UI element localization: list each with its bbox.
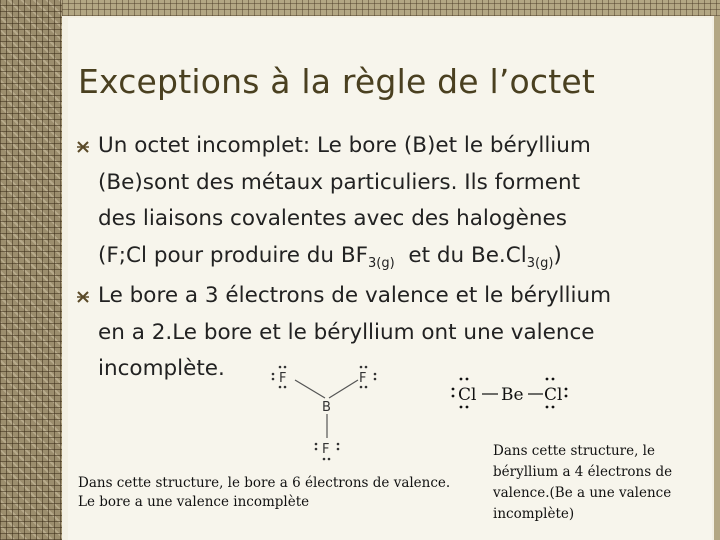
bullet-2-line-2: en a 2.Le bore et le béryllium ont une valence	[98, 319, 595, 345]
bf3-lewis-structure	[262, 360, 392, 470]
bullet-2-line-3: incomplète.	[98, 356, 225, 381]
formula-text-c: )	[553, 242, 562, 268]
becl2-caption-line-1: Dans cette structure, le	[493, 443, 655, 459]
fluorine-atom-left: F	[279, 371, 287, 386]
bond-b-f-left	[295, 380, 325, 398]
formula-subscript-2: 3(g)	[526, 255, 554, 271]
left-decorative-band	[0, 0, 62, 540]
slide-title: Exceptions à la règle de l’octet	[78, 62, 596, 101]
right-decorative-band	[714, 16, 720, 540]
chlorine-atom-left: Cl	[458, 385, 477, 405]
fluorine-atom-right: F	[359, 371, 367, 386]
fluorine-atom-bottom: F	[322, 442, 330, 457]
bf3-caption-line-1: Dans cette structure, le bore a 6 électrons de valence.	[78, 475, 451, 491]
bullet-1-line-1: Un octet incomplet: Le bore (B)et le béryllium	[98, 133, 591, 158]
formula-text-a: (F;Cl pour produire du BF	[98, 242, 368, 268]
bf3-caption	[78, 474, 450, 512]
bf3-caption-line-2: Le bore a une valence incomplète	[78, 494, 310, 510]
bullet-1-text	[98, 128, 591, 282]
bullet-2-line-1: Le bore a 3 électrons de valence et le béryllium	[98, 283, 612, 308]
formula-text-b: et du Be.Cl	[394, 242, 527, 268]
top-decorative-band	[62, 0, 720, 16]
becl2-lewis-structure	[440, 374, 580, 414]
chlorine-atom-right: Cl	[544, 385, 563, 405]
becl2-caption	[493, 441, 672, 525]
bullet-cross-icon	[76, 290, 90, 304]
bullet-1-line-3: des liaisons covalentes avec des halogènes	[98, 206, 567, 231]
becl2-caption-line-4: incomplète)	[493, 506, 575, 522]
bullet-1-line-4	[98, 238, 591, 283]
formula-subscript-1: 3(g)	[368, 255, 395, 271]
boron-atom: B	[322, 400, 331, 415]
becl2-caption-line-2: béryllium a 4 électrons de	[493, 464, 673, 480]
bond-b-f-right	[329, 380, 358, 398]
bullet-1-line-2: (Be)sont des métaux particuliers. Ils forment	[98, 169, 581, 195]
becl2-caption-line-3: valence.(Be a une valence	[493, 485, 672, 501]
bullet-cross-icon	[76, 140, 90, 154]
beryllium-atom: Be	[501, 385, 524, 405]
